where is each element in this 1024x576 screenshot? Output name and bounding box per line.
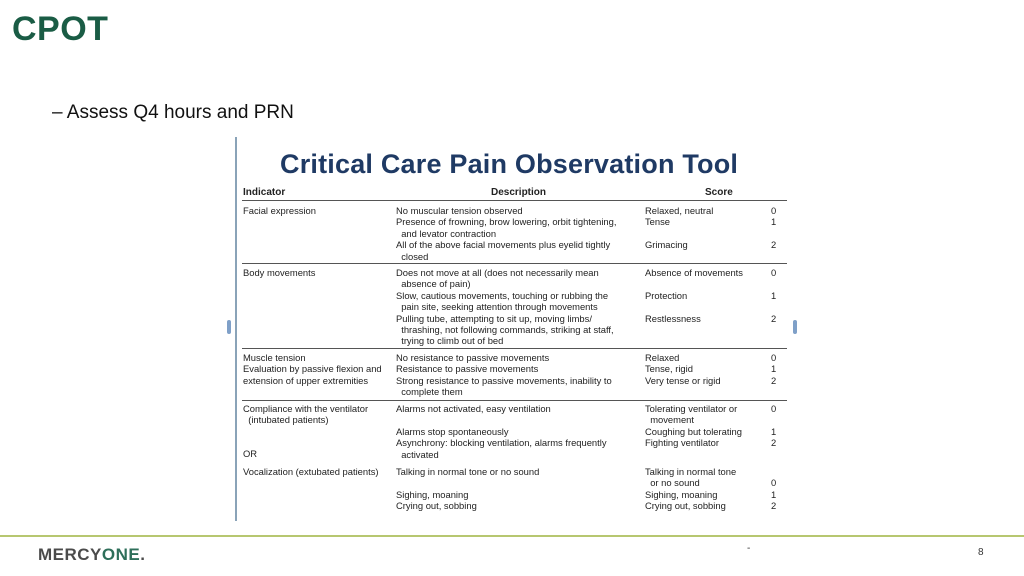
score-label-ventilator: Tolerating ventilator or movement Coughing but tolerating Fighting ventilator	[645, 403, 742, 449]
score-value-ventilator: 0 1 2	[771, 403, 777, 449]
header-rule	[242, 200, 787, 201]
score-label-muscle: Relaxed Tense, rigid Very tense or rigid	[645, 352, 721, 386]
description-muscle: No resistance to passive movements Resistance to passive movements Strong resistance to passive movements, inability to complete them	[396, 352, 612, 398]
header-indicator: Indicator	[243, 187, 286, 198]
tool-title: Critical Care Pain Observation Tool	[280, 149, 739, 179]
indicator-body: Body movements	[243, 267, 316, 278]
score-label-body: Absence of movements Protection Restlessness	[645, 267, 743, 324]
row-divider	[242, 400, 787, 401]
score-value-body: 0 1 2	[771, 267, 777, 324]
description-facial: No muscular tension observed Presence of frowning, brow lowering, orbit tightening, and levator contraction All of the above facial movements plus eyelid tightly closed	[396, 205, 617, 262]
row-divider	[242, 263, 787, 264]
left-edge-marker	[227, 320, 231, 334]
indicator-vocalization: Vocalization (extubated patients)	[243, 466, 379, 477]
description-vocalization: Talking in normal tone or no sound Sighing, moaning Crying out, sobbing	[396, 466, 540, 512]
bullet-text: – Assess Q4 hours and PRN	[52, 102, 294, 123]
page-number: 8	[978, 547, 984, 558]
logo-text-one: ONE	[101, 545, 141, 564]
row-divider	[242, 348, 787, 349]
indicator-or: OR	[243, 448, 258, 459]
mercyone-logo	[38, 545, 145, 565]
header-description: Description	[491, 187, 547, 198]
header-score: Score	[705, 187, 733, 198]
score-label-facial: Relaxed, neutral Tense Grimacing	[645, 205, 714, 251]
description-ventilator: Alarms not activated, easy ventilation Alarms stop spontaneously Asynchrony: blocking ventilation, alarms frequently activated	[396, 403, 607, 460]
footer-dot: -	[747, 543, 751, 554]
score-value-vocalization: 0 1 2	[771, 477, 777, 512]
score-value-muscle: 0 1 2	[771, 352, 777, 386]
logo-text-dot: .	[140, 545, 146, 564]
description-body: Does not move at all (does not necessarily mean absence of pain) Slow, cautious movements, touching or rubbing the pain site, seeking attention through movements Pulling tube, attempting to sit up, moving limbs/ thrashing, not following commands, striking at staff, trying to climb out of bed	[396, 267, 614, 347]
indicator-muscle: Muscle tension Evaluation by passive flexion and extension of upper extremities	[243, 352, 382, 386]
slide-title: CPOT	[12, 10, 109, 48]
indicator-facial: Facial expression	[243, 205, 316, 216]
right-edge-marker	[793, 320, 797, 334]
logo-text-mercy: MERCY	[38, 545, 102, 564]
indicator-ventilator: Compliance with the ventilator (intubated patients)	[243, 403, 369, 426]
score-value-facial: 0 1 2	[771, 205, 777, 251]
score-label-vocalization: Talking in normal tone or no sound Sighing, moaning Crying out, sobbing	[645, 466, 737, 512]
footer-divider	[0, 535, 1024, 537]
